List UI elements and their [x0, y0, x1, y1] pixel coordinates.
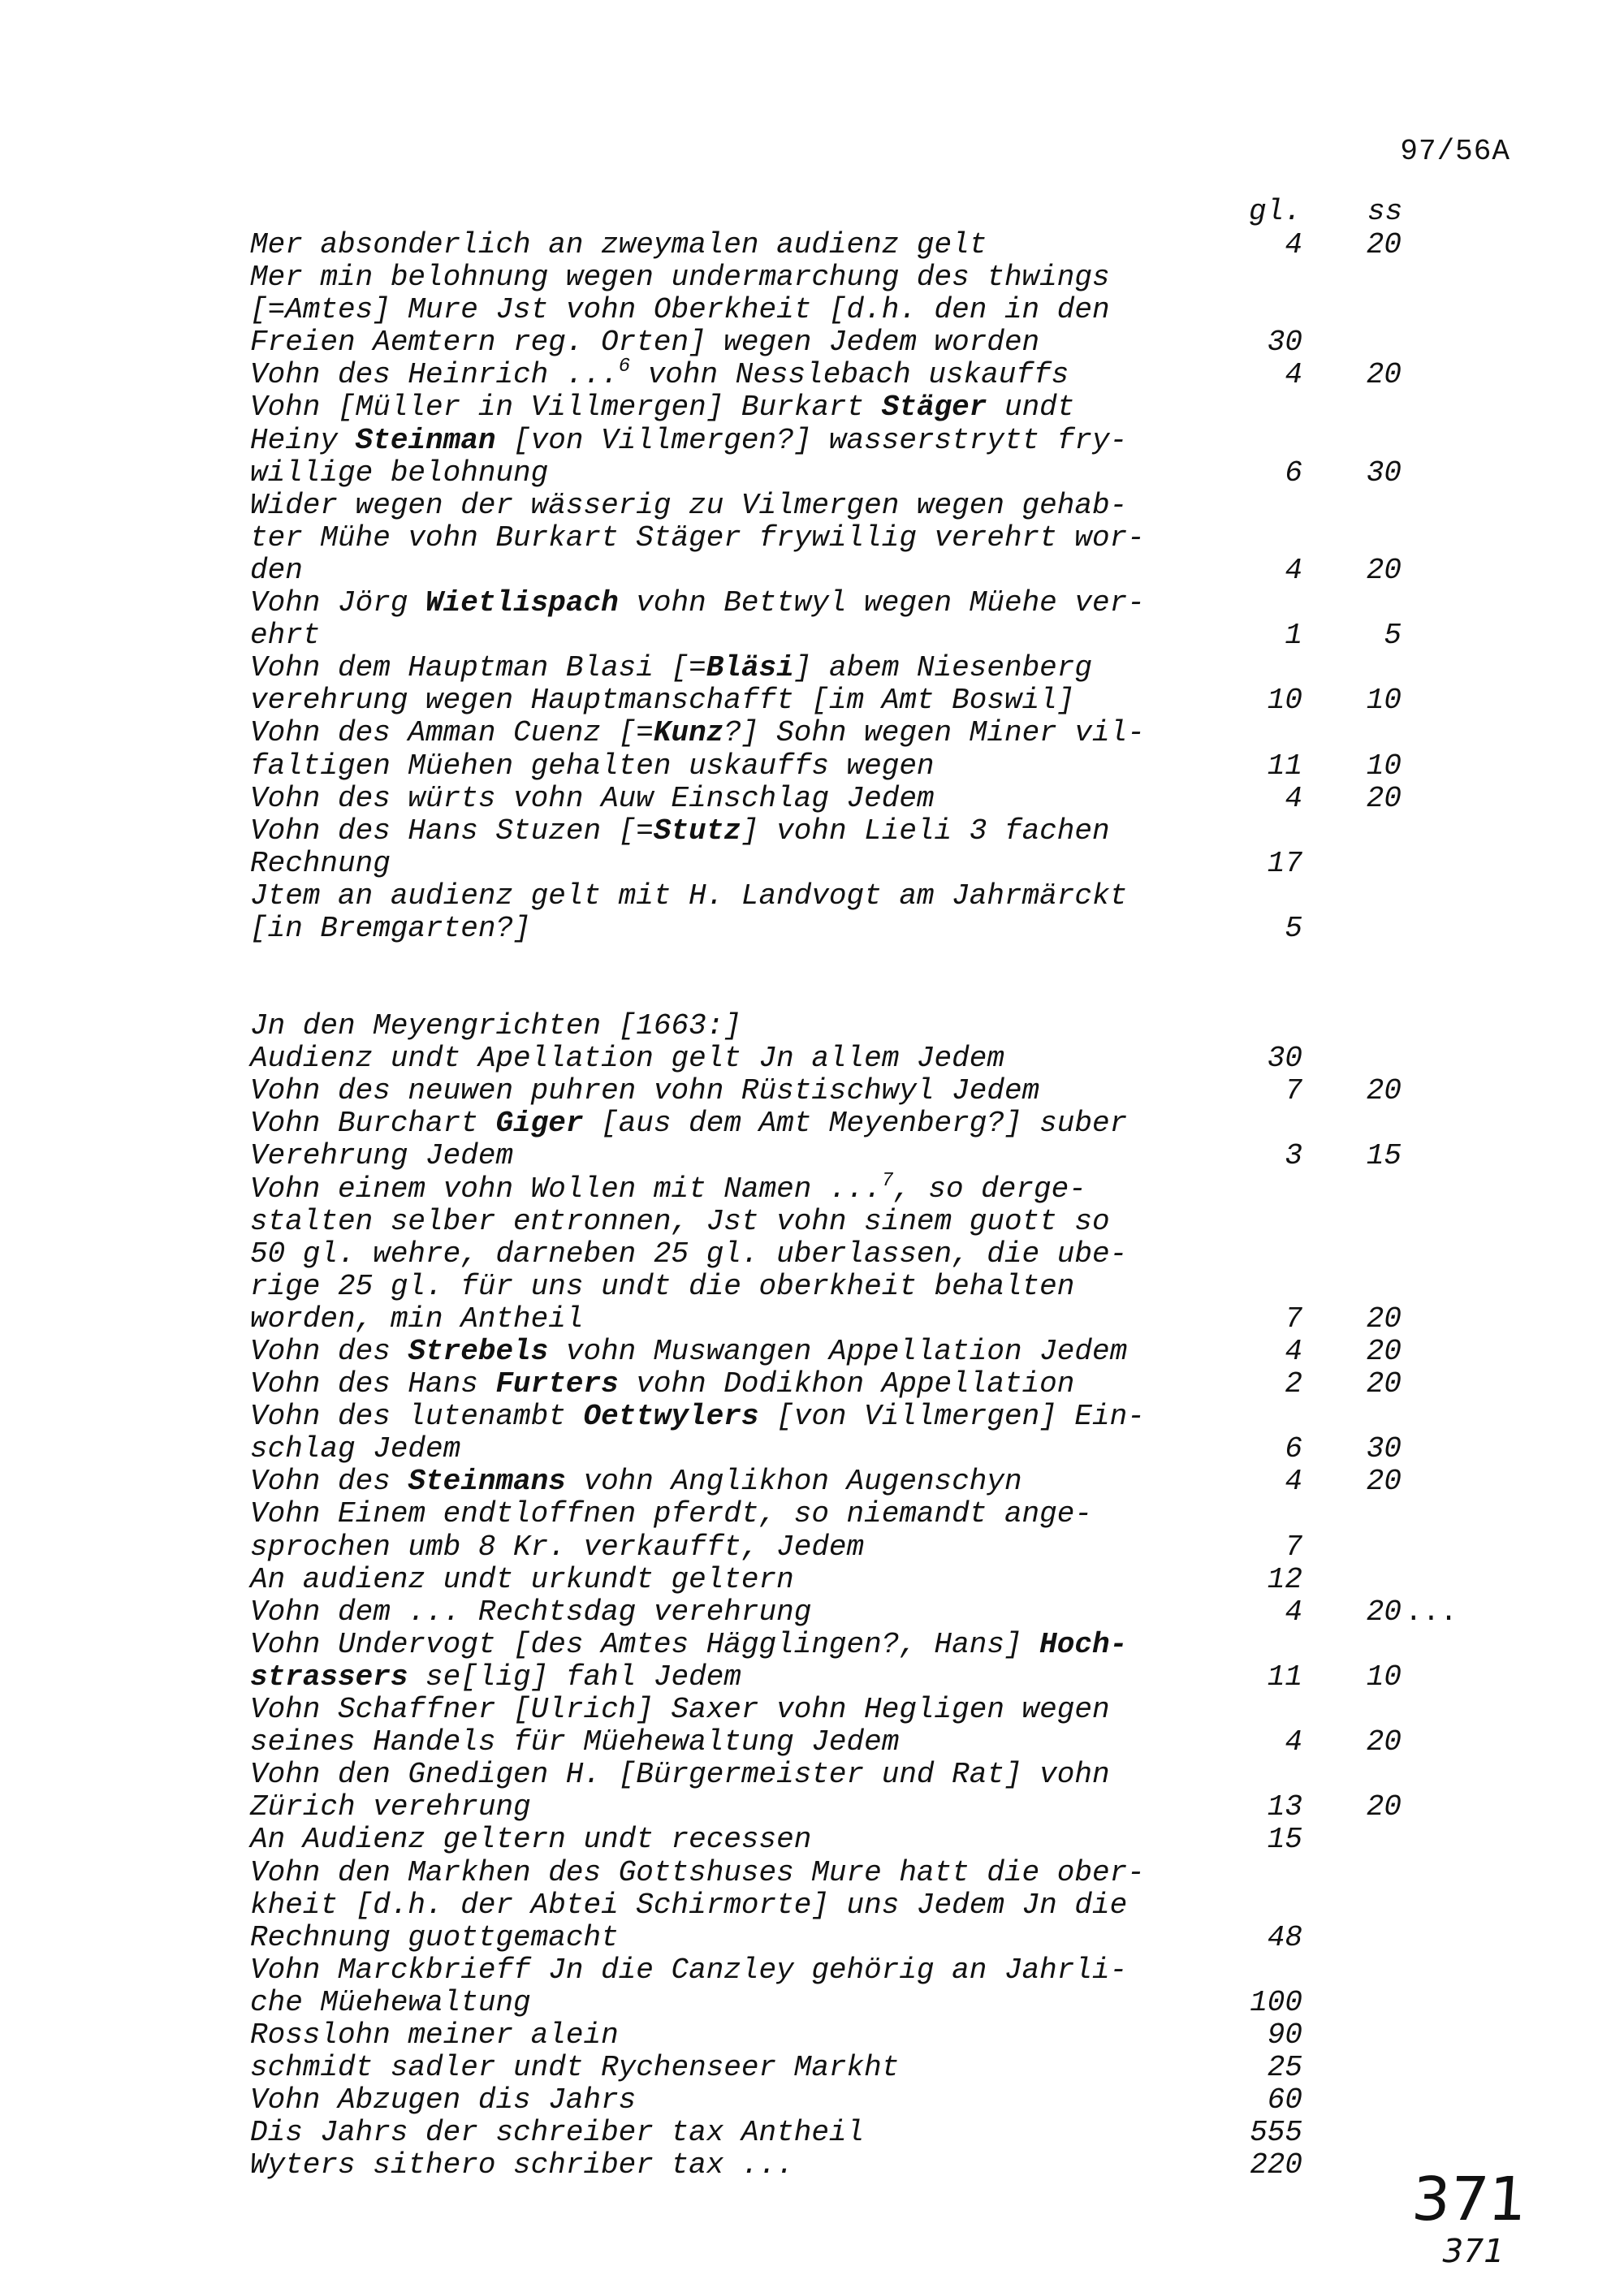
entry-text-content: willige belohnung: [250, 455, 549, 490]
ledger-row: [0, 1140, 1624, 1172]
entry-text-content: schmidt sadler undt Rychenseer Markht: [250, 2051, 900, 2085]
entry-text: [250, 1336, 1127, 1368]
ledger-entries: [0, 229, 1624, 2182]
entry-text-content: An Audienz geltern undt recessen: [250, 1823, 812, 1857]
entry-text: [250, 1271, 1074, 1303]
amount-schilling: 5: [1384, 619, 1402, 653]
entry-name-bold: Furters: [495, 1367, 619, 1401]
entry-text-part: Vohn einem vohn Wollen mit Namen ...: [250, 1172, 882, 1206]
ledger-row: [0, 2084, 1624, 2117]
entry-text-part: vohn Muswangen Appellation Jedem: [548, 1335, 1128, 1368]
amount-ellipsis: ...: [1405, 1595, 1458, 1629]
entry-text: [250, 1564, 794, 1596]
entry-name-bold: Giger: [495, 1107, 584, 1141]
entry-text-part: ?] Sohn wegen Miner vil-: [723, 716, 1145, 750]
entry-text-part: Vohn Burchart: [250, 1107, 496, 1141]
handwritten-folio-number: 371: [1409, 2165, 1530, 2234]
ledger-row: [0, 1629, 1624, 1661]
entry-text-content: Vohn Schaffner [Ulrich] Saxer vohn Hegligen wegen: [250, 1693, 1110, 1727]
entry-text: [250, 2084, 636, 2117]
entry-text: [250, 1954, 1127, 1987]
entry-text-content: Mer min belohnung wegen undermarchung des thwings: [250, 261, 1110, 295]
amount-gulden: 11: [1267, 1660, 1302, 1694]
entry-name-bold: Kunz: [653, 716, 724, 750]
entry-name-bold: Stäger: [881, 391, 987, 425]
amount-gulden: 7: [1285, 1302, 1302, 1336]
amount-gulden: 4: [1285, 1595, 1302, 1629]
entry-text: [250, 1596, 811, 1629]
entry-text-content: Verehrung Jedem: [250, 1139, 514, 1173]
entry-text-part: [von Villmergen?] wasserstrytt fry-: [495, 423, 1128, 457]
ledger-row: [0, 1206, 1624, 1238]
entry-text: [250, 1466, 1022, 1498]
entry-text-content: Vohn des würts vohn Auw Einschlag Jedem: [250, 781, 935, 815]
footnote-marker: 7: [881, 1169, 894, 1192]
ledger-row: [0, 1857, 1624, 1889]
entry-text-content: den: [250, 553, 303, 587]
entry-text-content: [in Bremgarten?]: [250, 911, 531, 945]
entry-text-part: vohn Dodikhon Appellation: [618, 1367, 1075, 1401]
entry-text: [250, 1987, 531, 2019]
entry-text: [250, 2149, 794, 2182]
ledger-row: [0, 1954, 1624, 1987]
entry-text: [250, 1238, 1127, 1271]
entry-text-content: kheit [d.h. der Abtei Schirmorte] uns Jedem Jn die: [250, 1888, 1128, 1922]
ledger-row: [0, 783, 1624, 815]
entry-text-content: Jn den Meyengrichten [1663:]: [250, 1009, 741, 1043]
amount-schilling: 15: [1366, 1139, 1402, 1173]
entry-name-bold: Hoch-: [1039, 1627, 1128, 1661]
amount-schilling: 10: [1366, 1660, 1402, 1694]
amount-gulden: 60: [1267, 2083, 1302, 2117]
entry-text-content: Rosslohn meiner alein: [250, 2018, 619, 2052]
amount-gulden: 5: [1285, 911, 1302, 945]
entry-text: [250, 1169, 1086, 1209]
amount-gulden: 4: [1285, 1465, 1302, 1499]
entry-text-content: Vohn den Markhen des Gottshuses Mure hatt die ober-: [250, 1855, 1145, 1889]
entry-text-content: Vohn Marckbrieff Jn die Canzley gehörig an Jahrli-: [250, 1953, 1128, 1987]
entry-name-bold: Bläsi: [706, 651, 794, 685]
entry-text: [250, 880, 1127, 913]
entry-text-content: rige 25 gl. für uns undt die oberkheit behalten: [250, 1269, 1075, 1303]
ledger-row: [0, 326, 1624, 359]
amount-gulden: 10: [1267, 684, 1302, 718]
entry-text-part: Vohn Jörg: [250, 586, 426, 620]
entry-text-content: Vohn dem ... Rechtsdag verehrung: [250, 1595, 812, 1629]
amount-gulden: 4: [1285, 1335, 1302, 1368]
handwritten-folio-number-small: 371: [1437, 2233, 1508, 2270]
entry-text: [250, 1857, 1145, 1889]
ledger-row: [0, 1694, 1624, 1726]
amount-gulden: 4: [1285, 553, 1302, 587]
ledger-row: [0, 945, 1624, 1010]
entry-name-bold: Strebels: [408, 1335, 549, 1368]
ledger-row: [0, 356, 1624, 392]
amount-schilling: 20: [1366, 1595, 1402, 1629]
entry-name-bold: Wietlispach: [425, 586, 619, 620]
entry-text: [250, 815, 1110, 848]
amount-schilling: 30: [1366, 455, 1402, 490]
entry-text-content: Vohn den Gnedigen H. [Bürgermeister und Rat] vohn: [250, 1758, 1110, 1792]
ledger-row: [0, 1433, 1624, 1466]
entry-text: [250, 1140, 513, 1172]
amount-gulden: 4: [1285, 228, 1302, 261]
entry-text-content: Audienz undt Apellation gelt Jn allem Jedem: [250, 1042, 1004, 1076]
ledger-row: [0, 1661, 1624, 1694]
entry-text: [250, 848, 391, 880]
amount-gulden: 4: [1285, 781, 1302, 815]
entry-text-part: ] abem Niesenberg: [793, 651, 1092, 685]
ledger-row: [0, 1010, 1624, 1043]
footnote-marker: 6: [618, 356, 631, 378]
entry-text: [250, 1759, 1110, 1791]
amount-gulden: 2: [1285, 1367, 1302, 1401]
entry-text: [250, 913, 531, 945]
ledger-row: [0, 587, 1624, 619]
entry-text-content: ter Mühe vohn Burkart Stäger frywillig verehrt wor-: [250, 520, 1145, 555]
entry-text-content: worden, min Antheil: [250, 1302, 584, 1336]
amount-schilling: 20: [1366, 553, 1402, 587]
entry-text: [250, 1401, 1145, 1433]
entry-text: [250, 1824, 811, 1856]
ledger-row: [0, 522, 1624, 555]
entry-text: [250, 2052, 899, 2084]
entry-text-content: stalten selber entronnen, Jst vohn sinem guott so: [250, 1204, 1110, 1238]
entry-text: [250, 652, 1092, 684]
ledger-row: [0, 1271, 1624, 1303]
amount-schilling: 20: [1366, 781, 1402, 815]
amount-gulden: 12: [1267, 1562, 1302, 1596]
amount-gulden: 30: [1267, 1042, 1302, 1076]
entry-text: [250, 425, 1127, 457]
entry-text-part: [von Villmergen] Ein-: [758, 1400, 1145, 1434]
entry-text-content: Rechnung: [250, 846, 391, 880]
amount-gulden: 17: [1267, 846, 1302, 880]
ledger-row: [0, 229, 1624, 261]
ledger-row: [0, 848, 1624, 880]
entry-text-content: Jtem an audienz gelt mit H. Landvogt am Jahrmärckt: [250, 879, 1128, 913]
entry-text-content: Vohn Abzugen dis Jahrs: [250, 2083, 637, 2117]
entry-text-part: Vohn [Müller in Villmergen] Burkart: [250, 391, 882, 425]
entry-text-content: Freien Aemtern reg. Orten] wegen Jedem worden: [250, 326, 1040, 360]
entry-text: [250, 522, 1145, 555]
ledger-row: [0, 1889, 1624, 1922]
ledger-row: [0, 391, 1624, 424]
amount-gulden: 1: [1285, 619, 1302, 653]
entry-text-part: Vohn des lutenambt: [250, 1400, 584, 1434]
entry-text: [250, 261, 1110, 294]
entry-text: [250, 1629, 1127, 1661]
ledger-row: [0, 1238, 1624, 1271]
entry-text: [250, 750, 935, 783]
ledger-row: [0, 1075, 1624, 1107]
amount-gulden: 220: [1250, 2148, 1302, 2182]
entry-text: [250, 587, 1145, 619]
amount-gulden: 7: [1285, 1074, 1302, 1108]
entry-text-part: se[lig] fahl Jedem: [408, 1660, 741, 1694]
entry-text: [250, 326, 1039, 359]
ledger-row: [0, 2019, 1624, 2052]
entry-name-bold: strassers: [250, 1660, 408, 1694]
entry-text-content: verehrung wegen Hauptmanschafft [im Amt Boswil]: [250, 684, 1075, 718]
entry-text: [250, 1010, 741, 1043]
entry-text: [250, 356, 1069, 395]
entry-text-part: Vohn des: [250, 1465, 408, 1499]
entry-text-content: Dis Jahrs der schreiber tax Antheil: [250, 2116, 865, 2150]
entry-text-part: Vohn des Heinrich ...: [250, 358, 619, 392]
entry-text-content: faltigen Müehen gehalten uskauffs wegen: [250, 749, 935, 783]
entry-text-part: Vohn Undervogt [des Amtes Hägglingen?, Hans]: [250, 1627, 1040, 1661]
amount-gulden: 15: [1267, 1823, 1302, 1857]
entry-text-part: ] vohn Lieli 3 fachen: [741, 814, 1110, 848]
amount-schilling: 20: [1366, 1074, 1402, 1108]
entry-text-part: Vohn des Hans: [250, 1367, 496, 1401]
entry-text: [250, 555, 303, 587]
ledger-row: [0, 294, 1624, 326]
entry-text: [250, 457, 548, 490]
entry-text: [250, 1694, 1110, 1726]
ledger-row: [0, 815, 1624, 848]
amount-gulden: 6: [1285, 455, 1302, 490]
ledger-row: [0, 1107, 1624, 1140]
entry-text: [250, 1107, 1127, 1140]
entry-name-bold: Steinmans: [408, 1465, 566, 1499]
amount-gulden: 25: [1267, 2051, 1302, 2085]
amount-schilling: 30: [1366, 1432, 1402, 1466]
entry-text: [250, 1498, 1092, 1530]
ledger-row: [0, 261, 1624, 294]
ledger-row: [0, 1791, 1624, 1824]
entry-text-part: Vohn dem Hauptman Blasi [=: [250, 651, 706, 685]
ledger-row: [0, 425, 1624, 457]
entry-text-part: , so derge-: [893, 1172, 1086, 1206]
ledger-row: [0, 619, 1624, 652]
entry-text: [250, 1368, 1074, 1401]
entry-text: [250, 1075, 1039, 1107]
amount-schilling: 20: [1366, 228, 1402, 261]
entry-text-part: Heiny: [250, 423, 356, 457]
ledger-row: [0, 1368, 1624, 1401]
entry-text: [250, 229, 987, 261]
entry-text: [250, 1726, 899, 1759]
ledger-row: [0, 913, 1624, 945]
entry-text-part: vohn Bettwyl wegen Müehe ver-: [618, 586, 1145, 620]
entry-text-content: Vohn Einem endtloffnen pferdt, so niemandt ange-: [250, 1497, 1092, 1531]
amount-schilling: 20: [1366, 1725, 1402, 1759]
entry-text: [250, 1791, 531, 1824]
entry-text: [250, 2117, 864, 2149]
entry-text-content: Zürich verehrung: [250, 1790, 531, 1824]
ledger-row: [0, 1564, 1624, 1596]
entry-text-content: schlag Jedem: [250, 1432, 461, 1466]
entry-text-content: Rechnung guottgemacht: [250, 1920, 619, 1954]
ledger-row: [0, 1531, 1624, 1564]
ledger-row: [0, 1824, 1624, 1856]
entry-name-bold: Steinman: [355, 423, 496, 457]
entry-text-content: 50 gl. wehre, darneben 25 gl. uberlassen, die ube-: [250, 1237, 1128, 1271]
ledger-row: [0, 1759, 1624, 1791]
entry-text-part: [aus dem Amt Meyenberg?] suber: [583, 1107, 1128, 1141]
entry-text: [250, 1661, 741, 1694]
ledger-row: [0, 750, 1624, 783]
amount-gulden: 30: [1267, 326, 1302, 360]
ledger-row: [0, 1336, 1624, 1368]
entry-text-part: Vohn des: [250, 1335, 408, 1368]
amount-gulden: 555: [1250, 2116, 1302, 2150]
ledger-row: [0, 490, 1624, 522]
ledger-row: [0, 555, 1624, 587]
entry-text-part: Vohn des Amman Cuenz [=: [250, 716, 654, 750]
entry-text-content: ehrt: [250, 619, 321, 653]
entry-text-part: undt: [987, 391, 1075, 425]
entry-text-content: seines Handels für Müehewaltung Jedem: [250, 1725, 900, 1759]
amount-gulden: 90: [1267, 2018, 1302, 2052]
ledger-row: [0, 1987, 1624, 2019]
entry-text: [250, 490, 1127, 522]
entry-text-content: Mer absonderlich an zweymalen audienz gelt: [250, 228, 987, 261]
ledger-row: [0, 2149, 1624, 2182]
page-number: 97/56A: [1400, 135, 1510, 168]
ledger-row: [0, 1303, 1624, 1336]
ledger-row: [0, 652, 1624, 684]
amount-schilling: 10: [1366, 684, 1402, 718]
amount-schilling: 20: [1366, 1367, 1402, 1401]
entry-text: [250, 1303, 583, 1336]
entry-text-part: vohn Nesslebach uskauffs: [630, 358, 1069, 392]
entry-text: [250, 1531, 864, 1564]
entry-text: [250, 717, 1145, 749]
amount-gulden: 11: [1267, 749, 1302, 783]
ledger-row: [0, 1596, 1624, 1629]
amount-schilling: 20: [1366, 1465, 1402, 1499]
amount-schilling: 10: [1366, 749, 1402, 783]
entry-text: [250, 783, 935, 815]
column-header-schilling: ss: [1367, 195, 1403, 228]
entry-text: [250, 619, 320, 652]
entry-text-content: che Müehewaltung: [250, 1985, 531, 2019]
entry-text-content: Wider wegen der wässerig zu Vilmergen wegen gehab-: [250, 488, 1128, 522]
entry-text-content: An audienz undt urkundt geltern: [250, 1562, 794, 1596]
ledger-row: [0, 1922, 1624, 1954]
entry-text: [250, 1922, 619, 1954]
amount-gulden: 6: [1285, 1432, 1302, 1466]
entry-text-part: Vohn des Hans Stuzen [=: [250, 814, 654, 848]
column-header-gulden: gl.: [1249, 195, 1302, 228]
entry-text-content: [=Amtes] Mure Jst vohn Oberkheit [d.h. den in den: [250, 293, 1110, 327]
ledger-row: [0, 1726, 1624, 1759]
amount-schilling: 20: [1366, 1335, 1402, 1368]
entry-text: [250, 294, 1110, 326]
ledger-row: [0, 1466, 1624, 1498]
entry-name-bold: Oettwylers: [583, 1400, 759, 1434]
amount-gulden: 3: [1285, 1139, 1302, 1173]
entry-text-part: vohn Anglikhon Augenschyn: [565, 1465, 1022, 1499]
amount-gulden: 13: [1267, 1790, 1302, 1824]
amount-gulden: 4: [1285, 1725, 1302, 1759]
ledger-row: [0, 717, 1624, 749]
entry-name-bold: Stutz: [653, 814, 741, 848]
amount-gulden: 4: [1285, 358, 1302, 392]
entry-text: [250, 684, 1074, 717]
ledger-row: [0, 2117, 1624, 2149]
amount-gulden: 48: [1267, 1920, 1302, 1954]
ledger-row: [0, 1043, 1624, 1075]
entry-text: [250, 2019, 619, 2052]
entry-text: [250, 391, 1074, 424]
amount-schilling: 20: [1366, 1790, 1402, 1824]
amount-gulden: 7: [1285, 1530, 1302, 1564]
amount-schilling: 20: [1366, 1302, 1402, 1336]
ledger-row: [0, 457, 1624, 490]
entry-text-content: Vohn des neuwen puhren vohn Rüstischwyl Jedem: [250, 1074, 1040, 1108]
ledger-row: [0, 1498, 1624, 1530]
entry-text: [250, 1889, 1127, 1922]
amount-gulden: 100: [1250, 1985, 1302, 2019]
ledger-row: [0, 1169, 1624, 1206]
amount-schilling: 20: [1366, 358, 1402, 392]
entry-text-content: Wyters sithero schriber tax ...: [250, 2148, 794, 2182]
ledger-row: [0, 684, 1624, 717]
entry-text: [250, 1043, 1004, 1075]
entry-text: [250, 1433, 460, 1466]
ledger-row: [0, 2052, 1624, 2084]
ledger-row: [0, 880, 1624, 913]
ledger-row: [0, 1401, 1624, 1433]
entry-text: [250, 1206, 1110, 1238]
entry-text-content: sprochen umb 8 Kr. verkaufft, Jedem: [250, 1530, 865, 1564]
